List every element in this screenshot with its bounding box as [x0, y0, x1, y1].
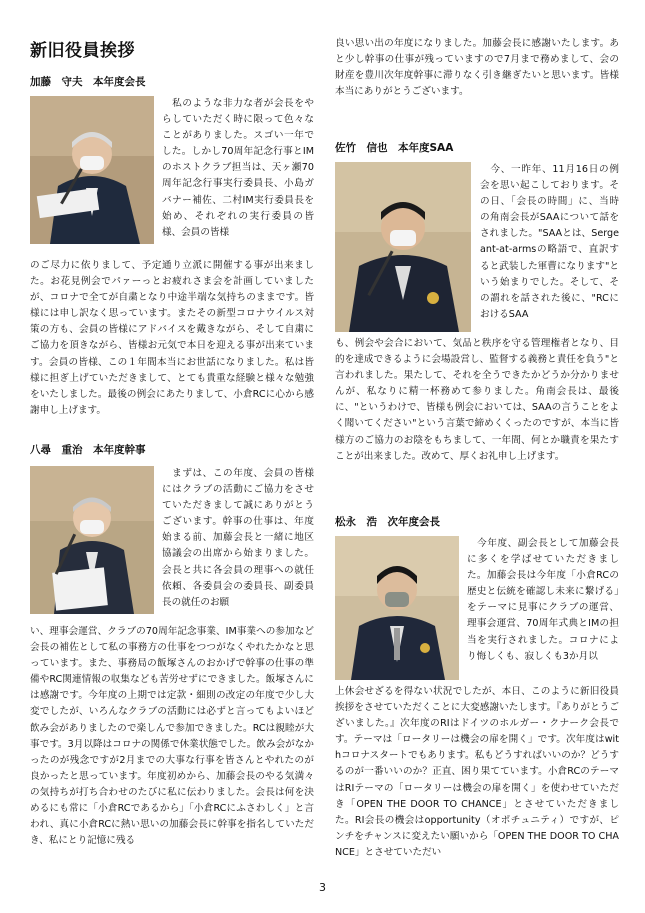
speaker-photo-matsunaga — [335, 536, 459, 680]
speaker-photo-kato — [30, 96, 154, 244]
speaker-name-satake: 佐竹 信也 本年度SAA — [335, 142, 454, 154]
section-matsunaga-text-bottom: 上休会せざるを得ない状況でしたが、本日、このように新旧役員挨拶をさせていただくことに大変感謝いたします。『ありがとうございました。』次年度のRIはドイツのホルガー・クナーク会長です。テーマは「ロータリーは機会の扉を開く」です。次年度はwithコロナスタートでもあります。私もどうすればいいのか？どうするのが一番いいのか？正直、困り果てています。小倉RCのテーマはRIテーマの「ロータリーは機会の扉を開く」を使わせていただき「OPEN THE DOOR TO CHANCE」とさせていただきました。RI会長の機会はopportunity（オポチュニティ）ですが、ピンチをチャンスに変えたい願いから「OPEN THE DOOR TO CHANCE」とさせていただい — [335, 686, 619, 858]
section-matsunaga-text-top: 今年度、副会長として加藤会長に多くを学ばせていただきました。加藤会長は今年度「小倉RCの歴史と伝統を確認し未来に繋げる」をテーマに見事にクラブの運営、理事会運営、70周年式典とIMの担当を実行されました。コロナにより悔しくも、寂しくも3か月以 — [467, 538, 619, 662]
section-yahiro-continuation: 良い思い出の年度になりました。加藤会長に感謝いたします。あと少し幹事の仕事が残っていますので7月まで務めまして、会の財産を豊川次年度幹事に滞りなく引き継ぎたいと思います。皆様本当にありがとうございます。 — [335, 38, 619, 98]
page-title: 新旧役員挨拶 — [30, 41, 135, 61]
speaker-photo-yahiro — [30, 466, 154, 614]
page-number: 3 — [319, 881, 326, 894]
section-satake-text-top: 今、一昨年、11月16日の例会を思い起こしております。その日、「会長の時間」に、当時の角南会長がSAAについて話をされました。"SAAとは、Sergeant-at-armsの略語で、直訳すると武装した軍曹になります"という始まりでした。そして、その謂れを話された後に、"RCにおけるSAA — [480, 164, 619, 320]
speaker-photo-satake — [335, 162, 471, 332]
speaker-name-yahiro: 八尋 重治 本年度幹事 — [30, 444, 146, 456]
speaker-photo-icon — [335, 162, 471, 332]
section-yahiro-text-bottom: い、理事会運営、クラブの70周年記念事業、IM事業への参加など会長の補佐として私の事務方の仕事をつつがなくやれたかなと思っています。また、事務局の飯塚さんのおかげで幹事の仕事の準備やRC関連情報の収集なども苦労せずにできました。飯塚さんには感謝です。今年度の上期では定款・細則の改定の年度で少し大変でしたが、いろんなクラブの活動には必ずと言ってもよいほど飲み会がありましたので楽しんで参加できました。RCは親睦が大事です。3月以降はコロナの関係で休業状態でした。飲み会がなかったのが残念ですが2月までの大事な行事を皆さんとやれたのが良かったと思っています。年度初めから、加藤会長のやる気満々の気持ちが打ち合わせのたびに私に伝わりました。会長は何を決めるにも常に「小倉RCであるから」「小倉RCにふさわしく」と言われ、真に小倉RCに熱い思いの加藤会長に幹事を指名していただき、私にとり記憶に残る — [30, 626, 314, 847]
speaker-name-kato: 加藤 守夫 本年度会長 — [30, 76, 146, 88]
speaker-photo-icon — [30, 466, 154, 614]
speaker-photo-icon — [30, 96, 154, 244]
section-yahiro-text-top: まずは、この年度、会員の皆様にはクラブの活動にご協力をさせていただきまして誠にありがとうございます。幹事の仕事は、年度始まる前、加藤会長と一緒に地区協議会の出席から始まりました。会長と共に各会員の理事への就任依頼、各委員会の委員長、副委員長の就任のお願 — [162, 468, 314, 608]
section-satake-text-bottom: も、例会や会合において、気品と秩序を守る管理権者となり、目的を達成できるように会場設営し、監督する義務と責任を負う"と言われました。果たして、それを全うできたかどうか分かりませんが、私なりに精一杯務めて参りました。角南会長は、最後に、"というわけで、皆様も例会においては、SAAの言うことをよく聞いてください"という言葉で締めくくったのですが、本当に皆様方のご協力のお陰をもちまして、一年間、何とか職責を果たすことが出来ました。改めて、厚くお礼申し上げます。 — [335, 338, 619, 462]
speaker-photo-icon — [335, 536, 459, 680]
speaker-name-matsunaga: 松永 浩 次年度会長 — [335, 516, 440, 528]
section-kato-text-bottom: のご尽力に依りまして、予定通り立派に開催する事が出来ました。お花見例会でパァーっとお疲れさま会を計画していましたが、コロナで全てが自粛となり中途半端な気持ちのままです。皆様には申し訳なく思っています。またその新型コロナウイルス対策の方も、会員の皆様にアドバイスを戴きながら、そして自粛にご協力を頂きながら、皆様お元気で本日を迎える事が出来ています。会員の皆様、この１年間本当にお世話になりました。私は皆様に担ぎ上げていただきまして、とても貴重な経験と様々な勉強をいたしました。最後の例会にあたりまして、小倉RCに心から感謝申し上げます。 — [30, 260, 314, 416]
section-kato-text-top: 私のような非力な者が会長をやらしていただく時に限って色々なことがありました。スゴい一年でした。しかし70周年記念行事とIMのホストクラブ担当は、天ヶ瀬70周年記念行事実行委員長、小島ガバナー補佐、二村IM実行委員長を始め、それぞれの実行委員の皆様、会員の皆様 — [162, 98, 314, 238]
